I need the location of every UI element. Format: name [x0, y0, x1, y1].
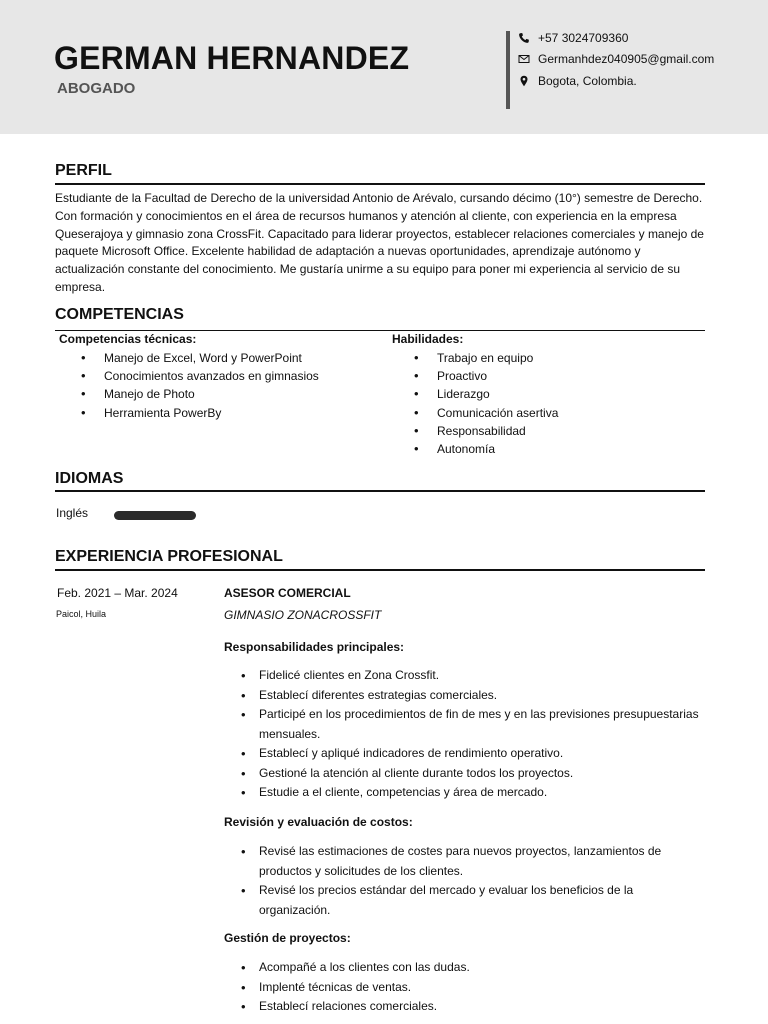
soft-skills-heading: Habilidades:: [392, 332, 464, 346]
technical-skills-heading: Competencias técnicas:: [59, 332, 197, 346]
profile-text: Estudiante de la Facultad de Derecho de la universidad Antonio de Arévalo, cursando décimo (10°) semestre de Derecho. Con formación y conocimientos en el área de recursos humanos y atención al cliente, con experiencia en la empresa Queserajoya y gimnasio zona CrossFit. Capacitado para liderar proyectos, establecer relaciones comerciales y manejo de paquete Microsoft Office. Excelente habilidad de adaptación a nuevas oportunidades, aprendizaje autónomo y actualización constante del conocimiento. Me gustaría unirme a su equipo para poner mi experiencia al servicio de su empresa.: [55, 191, 704, 294]
job-title: ASESOR COMERCIAL: [224, 586, 351, 600]
list-item: • Revisé las estimaciones de costes para nuevos proyectos, lanzamientos de productos y solicitudes de los clientes.: [259, 842, 699, 881]
language-level-bar: [114, 511, 196, 520]
list-item: • Liderazgo: [437, 385, 558, 403]
contact-phone: [518, 31, 628, 45]
mail-icon: [518, 53, 530, 65]
project-management-heading: Gestión de proyectos:: [224, 931, 351, 945]
experience-title: EXPERIENCIA PROFESIONAL: [55, 548, 283, 565]
languages-rule: [55, 490, 705, 492]
person-role: ABOGADO: [57, 80, 136, 97]
phone-text: +57 3024709360: [538, 31, 629, 45]
job-dates: Feb. 2021 – Mar. 2024: [57, 586, 178, 600]
list-item: • Autonomía: [437, 440, 558, 458]
list-item: • Conocimientos avanzados en gimnasios: [104, 367, 319, 385]
person-name: GERMAN HERNANDEZ: [54, 40, 410, 76]
cost-review-list: [259, 842, 699, 920]
list-item: • Implenté técnicas de ventas.: [259, 978, 699, 998]
list-item: • Manejo de Photo: [104, 385, 319, 403]
profile-rule: [55, 183, 705, 185]
email-text: Germanhdez040905@gmail.com: [538, 52, 715, 66]
list-item: • Establecí relaciones comerciales.: [259, 997, 699, 1017]
languages-title: IDIOMAS: [55, 470, 124, 487]
list-item: • Revisé los precios estándar del mercado y evaluar los beneficios de la organización.: [259, 881, 699, 920]
soft-skills-list: [437, 349, 558, 458]
list-item: • Manejo de Excel, Word y PowerPoint: [104, 349, 319, 367]
language-level-fill: [114, 511, 196, 520]
list-item: • Fidelicé clientes en Zona Crossfit.: [259, 666, 699, 686]
contact-location: [518, 74, 637, 88]
contact-divider: [506, 31, 510, 109]
project-management-list: [259, 958, 699, 1017]
list-item: • Trabajo en equipo: [437, 349, 558, 367]
experience-rule: [55, 569, 705, 571]
list-item: • Establecí y apliqué indicadores de rendimiento operativo.: [259, 744, 699, 764]
list-item: • Proactivo: [437, 367, 558, 385]
cost-review-heading: Revisión y evaluación de costos:: [224, 815, 413, 829]
competencies-title: COMPETENCIAS: [55, 306, 184, 323]
list-item: • Establecí diferentes estrategias comerciales.: [259, 686, 699, 706]
responsibilities-list: [259, 666, 699, 803]
list-item: • Gestioné la atención al cliente durante todos los proyectos.: [259, 764, 699, 784]
list-item: • Participé en los procedimientos de fin de mes y en las previsiones presupuestarias mensuales.: [259, 705, 699, 744]
list-item: • Comunicación asertiva: [437, 404, 558, 422]
technical-skills-list: [104, 349, 319, 422]
list-item: • Estudie a el cliente, competencias y área de mercado.: [259, 783, 699, 803]
resume-header: [0, 0, 768, 134]
job-company: GIMNASIO ZONACROSSFIT: [224, 608, 382, 622]
language-name: Inglés: [56, 506, 89, 520]
location-pin-icon: [518, 75, 530, 87]
location-text: Bogota, Colombia.: [538, 74, 637, 88]
profile-title: PERFIL: [55, 162, 112, 179]
phone-icon: [518, 32, 530, 44]
list-item: • Acompañé a los clientes con las dudas.: [259, 958, 699, 978]
job-place: Paicol, Huila: [56, 609, 107, 619]
competencies-rule: [55, 330, 705, 331]
list-item: • Responsabilidad: [437, 422, 558, 440]
contact-email: [518, 52, 714, 66]
responsibilities-heading: Responsabilidades principales:: [224, 640, 405, 654]
list-item: • Herramienta PowerBy: [104, 404, 319, 422]
